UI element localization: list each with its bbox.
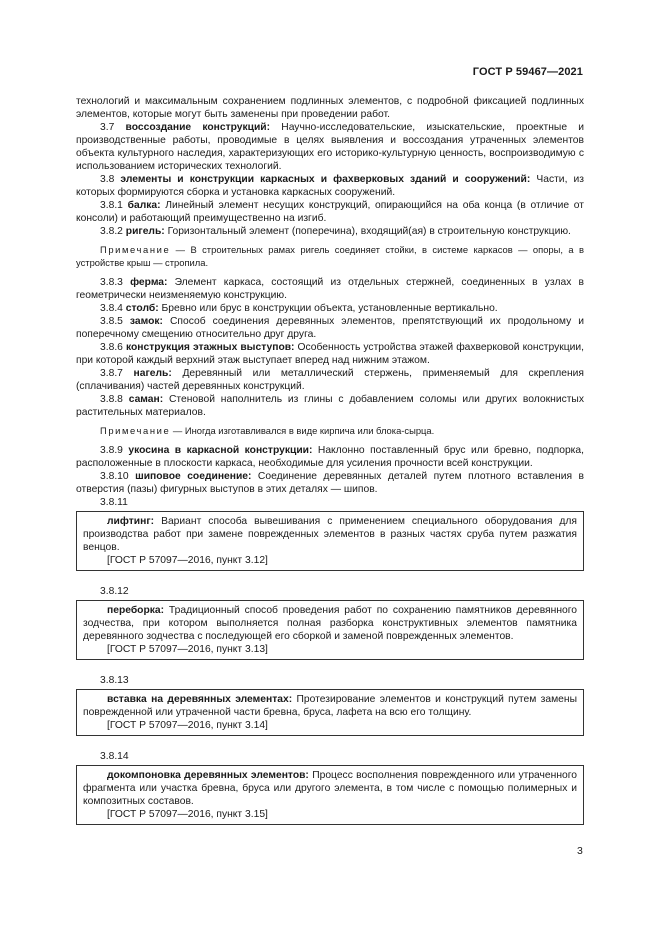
boxed-definition	[83, 769, 577, 808]
entry-number: 3.8.4	[100, 303, 123, 314]
term-entry-3-8-5	[76, 315, 584, 341]
entry-number: 3.7	[100, 122, 115, 133]
cited-term-box	[76, 689, 584, 736]
entry-term: вставка на деревянных элементах:	[107, 694, 293, 705]
entry-definition: Способ соединения деревянных элементов, препятствующий их продольному и поперечному смещению относительно друг друга.	[76, 316, 584, 340]
entry-number: 3.8.6	[100, 342, 123, 353]
entry-term: элементы и конструкции каркасных и фахверковых зданий и сооружений:	[120, 174, 531, 185]
term-entry-3-8-7	[76, 367, 584, 393]
term-entry-3-8-3	[76, 276, 584, 302]
source-reference: [ГОСТ Р 57097—2016, пункт 3.14]	[107, 720, 268, 731]
entry-definition: Наклонно поставленный брус или бревно, подпорка, расположенные в плоскости каркаса, необходимые для усиления прочности всей конструкции.	[76, 445, 584, 469]
entry-term: столб:	[125, 303, 159, 314]
note-paragraph	[76, 243, 584, 269]
entry-term: переборка:	[107, 605, 165, 616]
entry-term: ригель:	[125, 226, 165, 237]
term-entry-3-7	[76, 121, 584, 173]
entry-term: нагель:	[133, 368, 172, 379]
entry-definition: Вариант способа вывешивания с применением специального оборудования для производства работ при замене поврежденных элементов в разных частях сруба путем разжатия венцов.	[83, 516, 577, 553]
entry-definition: Научно-исследовательские, изыскательские, проектные и производственные работы, проводимые в целях выявления и воссоздания утраченных элементов объекта культурного наследия, характеризующих его историко-культурную ценность, воспроизводимую с использованием исторических технологий.	[76, 122, 584, 172]
entry-number: 3.8.11	[100, 497, 128, 508]
entry-definition: Горизонтальный элемент (поперечина), входящий(ая) в строительную конструкцию.	[164, 226, 571, 237]
entry-number: 3.8.7	[100, 368, 123, 379]
entry-definition: Протезирование элементов и конструкций путем замены поврежденной или утраченной части бревна, бруса, лафета на всю его толщину.	[83, 694, 577, 718]
note-text: — В строительных рамах ригель соединяет стойки, в системе каркасов — опоры, а в устройстве крыш — стропила.	[76, 244, 584, 268]
entry-number: 3.8.2	[100, 226, 123, 237]
entry-number: 3.8.14	[100, 751, 129, 762]
document-body	[76, 95, 584, 839]
entry-definition: Процесс восполнения поврежденного или утраченного фрагмента или участка бревна, бруса или другого элемента, в том числе с помощью полимерных и композитных составов.	[83, 770, 578, 807]
source-reference: [ГОСТ Р 57097—2016, пункт 3.13]	[107, 644, 268, 655]
entry-number: 3.8.3	[100, 277, 123, 288]
entry-number: 3.8.13	[100, 675, 129, 686]
document-code: ГОСТ Р 59467—2021	[472, 66, 583, 78]
term-entry-3-8-9	[76, 444, 584, 470]
intro-paragraph: технологий и максимальным сохранением подлинных элементов, с подробной фиксацией подлинных элементов, которые могут быть заменены при проведении работ.	[76, 96, 584, 120]
entry-number: 3.8.8	[100, 394, 123, 405]
boxed-definition	[83, 693, 577, 719]
entry-definition: Элемент каркаса, состоящий из отдельных стержней, соединенных в узлах в геометрически неизменяемую конструкцию.	[76, 277, 584, 301]
cited-term-box	[76, 600, 584, 660]
note-label: Примечание	[100, 425, 171, 436]
term-entry-3-8-6	[76, 341, 584, 367]
entry-number: 3.8.12	[100, 586, 129, 597]
entry-term: шиповое соединение:	[135, 471, 252, 482]
source-reference: [ГОСТ Р 57097—2016, пункт 3.15]	[107, 809, 268, 820]
term-entry-3-8-1	[76, 199, 584, 225]
entry-number: 3.8.1	[100, 200, 123, 211]
entry-term: замок:	[129, 316, 163, 327]
entry-number: 3.8.9	[100, 445, 123, 456]
page-number: 3	[577, 845, 583, 857]
term-entry-3-8-4	[76, 302, 584, 315]
entry-definition: Традиционный способ проведения работ по сохранению памятников деревянного зодчества, при котором выполняется полная разборка конструктивных элементов памятника деревянного зодчества с последующей его сборкой и заменой поврежденных элементов.	[83, 605, 577, 642]
entry-definition: Соединение деревянных деталей путем плотного вставления в отверстия (пазы) фигурных выступов в этих деталях — шипов.	[76, 471, 584, 495]
cited-term-box	[76, 765, 584, 825]
entry-term: докомпоновка деревянных элементов:	[107, 770, 309, 781]
term-entry-3-8-2	[76, 225, 584, 238]
entry-definition: Особенность устройства этажей фахверковой конструкции, при которой каждый верхний этаж выступает вперед над нижним этажом.	[76, 342, 584, 366]
entry-term: конструкция этажных выступов:	[125, 342, 295, 353]
entry-definition: Бревно или брус в конструкции объекта, установленные вертикально.	[158, 303, 498, 314]
entry-term: воссоздание конструкций:	[125, 122, 271, 133]
note-label: Примечание	[100, 244, 171, 255]
entry-definition: Деревянный или металлический стержень, применяемый для скрепления (сплачивания) частей деревянных конструкций.	[76, 368, 584, 392]
term-entry-3-8	[76, 173, 584, 199]
entry-term: лифтинг:	[107, 516, 155, 527]
note-text: — Иногда изготавливался в виде кирпича или блока-сырца.	[170, 425, 435, 436]
entry-definition: Стеновой наполнитель из глины с добавлением соломы или других волокнистых растительных материалов.	[76, 394, 584, 418]
entry-definition: Линейный элемент несущих конструкций, опирающийся на оба конца (в отличие от консоли) и работающий преимущественно на изгиб.	[76, 200, 584, 224]
entry-term: укосина в каркасной конструкции:	[128, 445, 313, 456]
entry-number: 3.8.10	[100, 471, 129, 482]
boxed-definition	[83, 604, 577, 643]
entry-definition: Части, из которых формируются сборка и установка каркасных сооружений.	[76, 174, 584, 198]
entry-term: ферма:	[130, 277, 168, 288]
entry-number: 3.8.5	[100, 316, 123, 327]
note-paragraph	[76, 424, 584, 437]
entry-number: 3.8	[100, 174, 115, 185]
entry-term: саман:	[128, 394, 164, 405]
boxed-definition	[83, 515, 577, 554]
term-entry-3-8-8	[76, 393, 584, 419]
term-entry-3-8-10	[76, 470, 584, 496]
entry-term: балка:	[127, 200, 161, 211]
cited-term-box	[76, 511, 584, 571]
source-reference: [ГОСТ Р 57097—2016, пункт 3.12]	[107, 555, 268, 566]
